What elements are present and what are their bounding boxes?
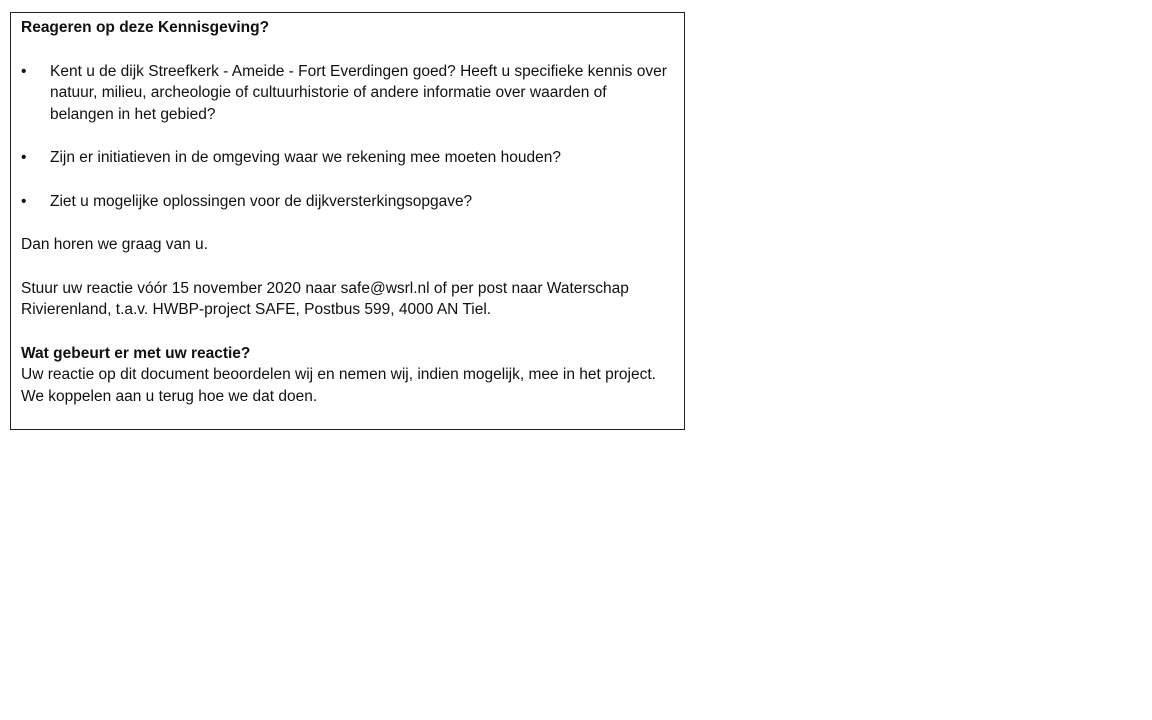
followup-heading: Wat gebeurt er met uw reactie? xyxy=(21,344,251,362)
list-item xyxy=(21,61,674,126)
spacer xyxy=(21,256,674,278)
closing-line: Dan horen we graag van u. xyxy=(21,236,208,253)
spacer xyxy=(21,39,674,61)
notice-heading: Reageren op deze Kennisgeving? xyxy=(21,19,270,36)
list-item-text: Zijn er initiatieven in de omgeving waar we rekening mee moeten houden? xyxy=(50,149,561,166)
bullet-icon: • xyxy=(21,149,27,166)
list-item xyxy=(21,191,674,213)
list-item-text: Kent u de dijk Streefkerk - Ameide - Fort Everdingen goed? Heeft u specifieke kennis over natuur, milieu, archeologie of cultuurhistorie of andere informatie over waarden of belangen in het gebied? xyxy=(50,62,667,123)
spacer xyxy=(21,321,674,343)
bullet-icon: • xyxy=(21,62,27,80)
list-item-text: Ziet u mogelijke oplossingen voor de dijkversterkingsopgave? xyxy=(50,192,473,210)
followup-paragraph: Uw reactie op dit document beoordelen wij en nemen wij, indien mogelijk, mee in het project. We koppelen aan u terug hoe we dat doen. xyxy=(21,366,656,405)
bullet-icon: • xyxy=(21,192,27,210)
notice-box xyxy=(10,12,685,430)
list-item xyxy=(21,147,674,169)
question-list xyxy=(21,61,674,213)
contact-paragraph: Stuur uw reactie vóór 15 november 2020 naar safe@wsrl.nl of per post naar Waterschap Rivierenland, t.a.v. HWBP-project SAFE, Postbus 599, 4000 AN Tiel. xyxy=(21,279,629,318)
